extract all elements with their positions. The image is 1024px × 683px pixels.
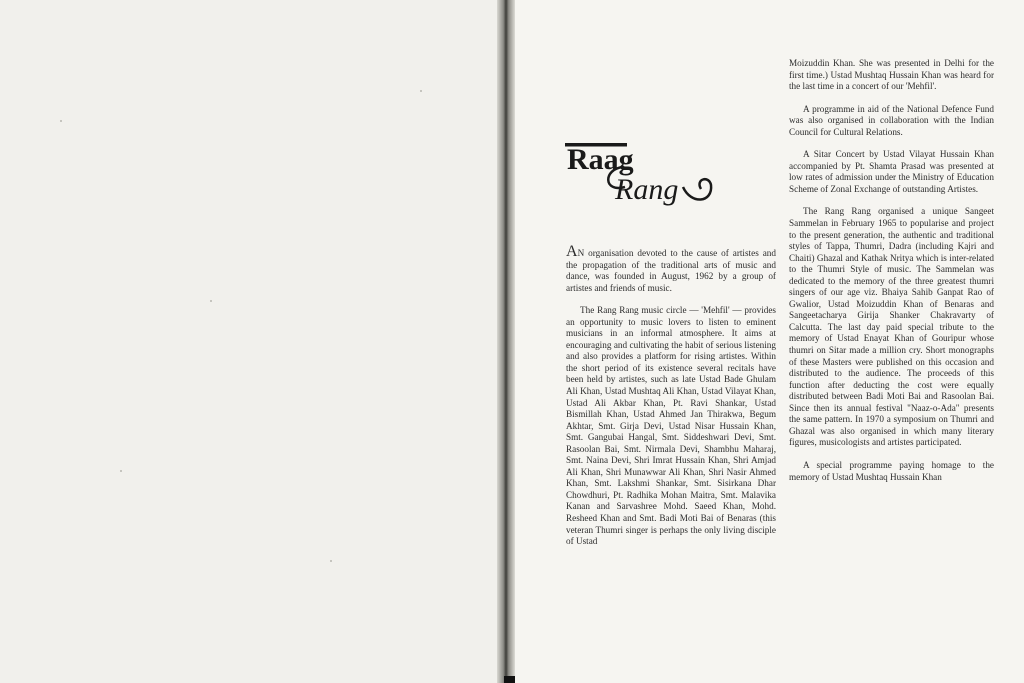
raag-rang-logo-graphic <box>563 135 763 215</box>
sitar-concert-paragraph: A Sitar Concert by Ustad Vilayat Hussain Khan accompanied by Pt. Shamta Prasad was presented at low rates of admission under the Ministry of Education Scheme of Zonal Exchange of outstanding Artistes. <box>789 149 994 194</box>
paper-speck <box>330 560 332 562</box>
article-left-column <box>566 243 776 548</box>
defence-fund-paragraph: A programme in aid of the National Defence Fund was also organised in collaboration with the Indian Council for Cultural Relations. <box>789 103 994 137</box>
homage-paragraph: A special programme paying homage to the memory of Ustad Mushtaq Hussain Khan <box>789 459 994 482</box>
paper-speck <box>420 90 422 92</box>
book-gutter <box>497 0 515 683</box>
logo-title-line2: Rang <box>615 173 679 206</box>
intro-paragraph <box>566 243 776 294</box>
raag-rang-logo <box>563 135 763 215</box>
intro-text: N organisation devoted to the cause of artistes and the propagation of the traditional arts of music and dance, was founded in August, 1962 by a group of artistes and friends of music. <box>566 248 776 293</box>
article-right-column <box>789 58 994 483</box>
drop-cap: A <box>566 243 578 260</box>
paper-speck <box>60 120 62 122</box>
sammelan-paragraph: The Rang Rang organised a unique Sangeet Sammelan in February 1965 to popularise and project to the present generation, the authentic and traditional styles of Tappa, Thumri, Dadra (including Kajri and Chaiti) Ghazal and Kathak Nritya which is inter-related to the Thumri Style of music. The Sammelan was dedicated to the memory of the three greatest thumri singers of our age viz. Bhaiya Sahib Ganpat Rao of Gwalior, Ustad Moizuddin Khan of Benaras and Sangeetacharya Girija Shanker Chakravarty of Calcutta. The last day paid special tribute to the memory of Ustad Enayat Khan of Gouripur whose thumri on Sitar made a million cry. Short monographs of these Masters were published on this occasion and distributed to the audience. The proceeds of this function after deducting the cost were equally distributed between Badi Moti Bai and Rasoolan Bai. Since then its annual festival "Naaz-o-Ada" presents the same pattern. In 1970 a symposium on Thumri and Ghazal was also organised in which many literary figures, musicologists and artistes participated. <box>789 206 994 448</box>
paper-speck <box>120 470 122 472</box>
logo-swash-right <box>683 179 711 199</box>
continued-paragraph: Moizuddin Khan. She was presented in Delhi for the first time.) Ustad Mushtaq Hussain Khan was heard for the last time in a concert of our 'Mehfil'. <box>789 58 994 92</box>
mehfil-paragraph: The Rang Rang music circle — 'Mehfil' — provides an opportunity to music lovers to listen to eminent musicians in an informal atmosphere. It aims at encouraging and cultivating the habit of serious listening and also provides a platform for rising artistes. Within the short period of its existence several recitals have been held by artistes, such as late Ustad Bade Ghulam Ali Khan, Ustad Mushtaq Ali Khan, Ustad Vilayat Khan, Ustad Ali Akbar Khan, Pt. Ravi Shankar, Ustad Bismillah Khan, Ustad Ahmed Jan Thirakwa, Begum Akhtar, Smt. Girja Devi, Ustad Nisar Hussain Khan, Smt. Gangubai Hangal, Smt. Siddeshwari Devi, Smt. Rasoolan Bai, Smt. Nirmala Devi, Shambhu Maharaj, Smt. Naina Devi, Shri Imrat Hussain Khan, Shri Amjad Ali Khan, Shri Munawwar Ali Khan, Shri Nasir Ahmed Khan, Smt. Lakshmi Shankar, Smt. Sisirkana Dhar Chowdhuri, Pt. Radhika Mohan Maitra, Smt. Malavika Kanan and Sarvashree Mohd. Saeed Khan, Mohd. Resheed Khan and Smt. Badi Moti Bai of Benaras (this veteran Thumri singer is perhaps the only living disciple of Ustad <box>566 305 776 547</box>
left-page <box>0 0 497 683</box>
logo-title-line1: Raag <box>567 143 634 176</box>
paper-speck <box>210 300 212 302</box>
